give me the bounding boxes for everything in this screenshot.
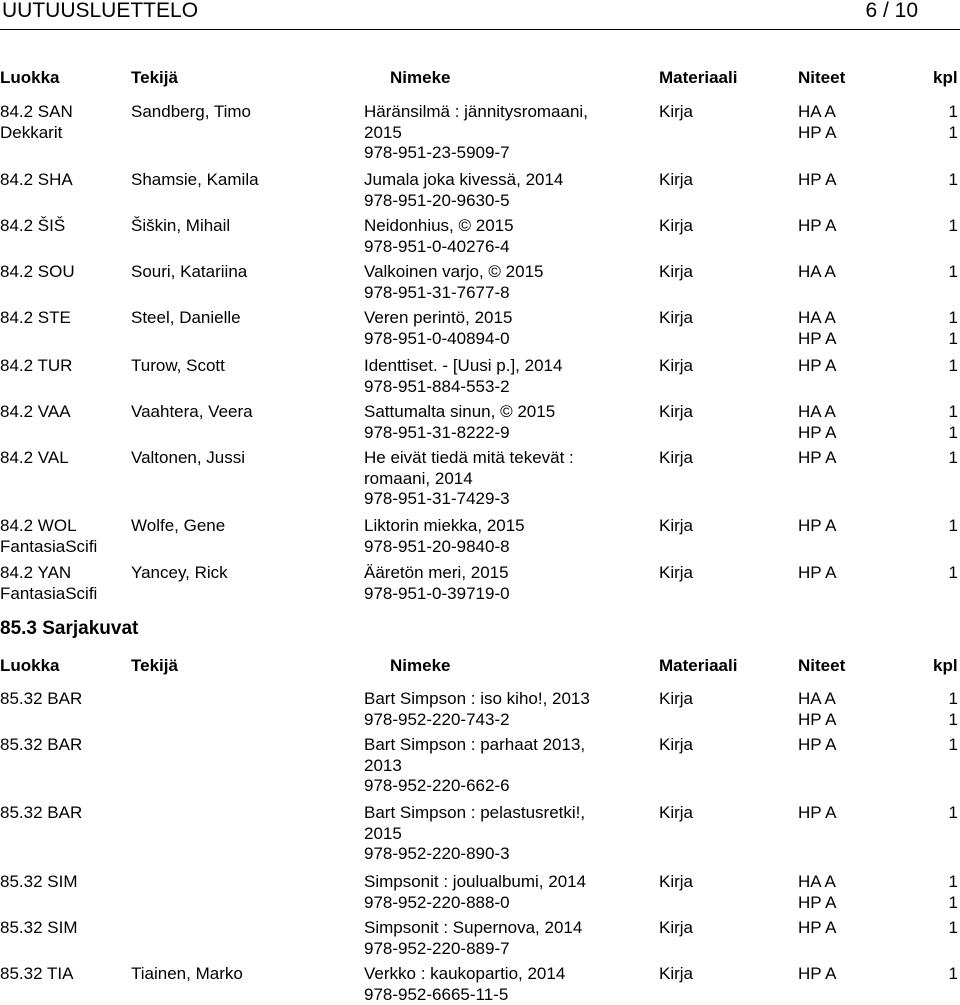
luokka-cell-line: 85.32 BAR <box>0 689 82 710</box>
tekija-cell: Tiainen, Marko <box>131 964 243 984</box>
kpl-cell <box>948 448 958 469</box>
luokka-cell-line: FantasiaScifi <box>0 537 97 558</box>
materiaali-cell: Kirja <box>659 516 693 536</box>
nimeke-cell <box>364 308 512 349</box>
luokka-cell-line: 84.2 ŠIŠ <box>0 216 65 237</box>
nimeke-cell-line: 978-951-0-39719-0 <box>364 584 510 605</box>
tekija-cell: Wolfe, Gene <box>131 516 225 536</box>
luokka-cell <box>0 735 82 756</box>
luokka-cell <box>0 356 72 377</box>
col-kpl: kpl <box>933 656 958 676</box>
col-tekija: Tekijä <box>131 68 178 88</box>
col-luokka: Luokka <box>0 656 60 676</box>
luokka-cell <box>0 448 69 469</box>
col-materiaali: Materiaali <box>659 656 737 676</box>
niteet-cell <box>798 964 836 985</box>
kpl-cell-line: 1 <box>948 308 958 329</box>
nimeke-cell-line: 978-951-20-9630-5 <box>364 191 563 212</box>
nimeke-cell <box>364 402 555 443</box>
materiaali-cell: Kirja <box>659 918 693 938</box>
niteet-cell-line: HP A <box>798 123 836 144</box>
niteet-cell-line: HP A <box>798 423 836 444</box>
nimeke-cell <box>364 356 562 397</box>
col-materiaali: Materiaali <box>659 68 737 88</box>
kpl-cell-line: 1 <box>948 262 958 283</box>
col-kpl: kpl <box>933 68 958 88</box>
col-niteet: Niteet <box>798 656 845 676</box>
nimeke-cell <box>364 964 565 1005</box>
col-tekija: Tekijä <box>131 656 178 676</box>
luokka-cell <box>0 803 82 824</box>
col-niteet: Niteet <box>798 68 845 88</box>
tekija-cell: Turow, Scott <box>131 356 225 376</box>
kpl-cell <box>948 964 958 985</box>
nimeke-cell-line: 978-952-6665-11-5 <box>364 985 565 1005</box>
niteet-cell-line: HA A <box>798 872 836 893</box>
luokka-cell <box>0 689 82 710</box>
nimeke-cell <box>364 216 514 257</box>
kpl-cell <box>948 516 958 537</box>
materiaali-cell: Kirja <box>659 170 693 190</box>
luokka-cell-line: 84.2 WOL <box>0 516 97 537</box>
nimeke-cell-line: Bart Simpson : pelastusretki!, <box>364 803 585 824</box>
luokka-cell-line: 85.32 SIM <box>0 872 78 893</box>
nimeke-cell-line: Sattumalta sinun, © 2015 <box>364 402 555 423</box>
nimeke-cell-line: 978-952-220-889-7 <box>364 939 582 960</box>
niteet-cell-line: HA A <box>798 689 836 710</box>
nimeke-cell-line: 978-951-0-40276-4 <box>364 237 514 258</box>
kpl-cell <box>948 402 958 443</box>
kpl-cell-line: 1 <box>948 689 958 710</box>
luokka-cell <box>0 516 97 557</box>
niteet-cell <box>798 803 836 824</box>
kpl-cell-line: 1 <box>948 329 958 350</box>
niteet-cell-line: HP A <box>798 170 836 191</box>
tekija-cell: Souri, Katariina <box>131 262 247 282</box>
niteet-cell <box>798 918 836 939</box>
niteet-cell-line: HP A <box>798 710 836 731</box>
niteet-cell <box>798 216 836 237</box>
nimeke-cell-line: Veren perintö, 2015 <box>364 308 512 329</box>
kpl-cell <box>948 872 958 913</box>
kpl-cell <box>948 216 958 237</box>
niteet-cell-line: HP A <box>798 448 836 469</box>
nimeke-cell-line: 978-951-0-40894-0 <box>364 329 512 350</box>
nimeke-cell <box>364 803 585 865</box>
col-nimeke: Nimeke <box>390 68 450 88</box>
kpl-cell-line: 1 <box>948 402 958 423</box>
niteet-cell <box>798 516 836 537</box>
nimeke-cell <box>364 735 585 797</box>
page-title: UUTUUSLUETTELO <box>2 0 198 23</box>
luokka-cell <box>0 216 65 237</box>
niteet-cell-line: HP A <box>798 563 836 584</box>
kpl-cell-line: 1 <box>948 216 958 237</box>
luokka-cell-line: 85.32 BAR <box>0 803 82 824</box>
materiaali-cell: Kirja <box>659 216 693 236</box>
kpl-cell-line: 1 <box>948 170 958 191</box>
luokka-cell-line: 84.2 TUR <box>0 356 72 377</box>
kpl-cell-line: 1 <box>948 448 958 469</box>
niteet-cell-line: HA A <box>798 308 836 329</box>
niteet-cell-line: HA A <box>798 262 836 283</box>
nimeke-cell <box>364 102 588 164</box>
page-number: 6 / 10 <box>865 0 918 23</box>
nimeke-cell-line: Bart Simpson : parhaat 2013, <box>364 735 585 756</box>
luokka-cell <box>0 170 73 191</box>
luokka-cell <box>0 308 71 329</box>
luokka-cell-line: 84.2 STE <box>0 308 71 329</box>
nimeke-cell-line: Jumala joka kivessä, 2014 <box>364 170 563 191</box>
tekija-cell: Shamsie, Kamila <box>131 170 259 190</box>
materiaali-cell: Kirja <box>659 872 693 892</box>
kpl-cell <box>948 102 958 143</box>
niteet-cell <box>798 102 836 143</box>
nimeke-cell-line: 978-951-884-553-2 <box>364 377 562 398</box>
nimeke-cell-line: Simpsonit : Supernova, 2014 <box>364 918 582 939</box>
col-luokka: Luokka <box>0 68 60 88</box>
kpl-cell <box>948 308 958 349</box>
kpl-cell <box>948 356 958 377</box>
nimeke-cell <box>364 872 586 913</box>
luokka-cell <box>0 102 73 143</box>
niteet-cell <box>798 872 836 913</box>
nimeke-cell-line: Bart Simpson : iso kiho!, 2013 <box>364 689 590 710</box>
niteet-cell <box>798 308 836 349</box>
nimeke-cell-line: 978-952-220-662-6 <box>364 776 585 797</box>
materiaali-cell: Kirja <box>659 356 693 376</box>
nimeke-cell <box>364 516 525 557</box>
section-heading: 85.3 Sarjakuvat <box>0 617 138 641</box>
luokka-cell-line: 85.32 TIA <box>0 964 73 985</box>
niteet-cell <box>798 689 836 730</box>
nimeke-cell-line: Neidonhius, © 2015 <box>364 216 514 237</box>
nimeke-cell-line: Ääretön meri, 2015 <box>364 563 510 584</box>
niteet-cell-line: HP A <box>798 216 836 237</box>
kpl-cell-line: 1 <box>948 872 958 893</box>
luokka-cell <box>0 402 71 423</box>
tekija-cell: Yancey, Rick <box>131 563 228 583</box>
niteet-cell <box>798 448 836 469</box>
materiaali-cell: Kirja <box>659 803 693 823</box>
luokka-cell-line: Dekkarit <box>0 123 73 144</box>
col-nimeke: Nimeke <box>390 656 450 676</box>
niteet-cell <box>798 356 836 377</box>
nimeke-cell-line: Liktorin miekka, 2015 <box>364 516 525 537</box>
luokka-cell <box>0 262 75 283</box>
kpl-cell <box>948 918 958 939</box>
niteet-cell-line: HP A <box>798 918 836 939</box>
niteet-cell-line: HA A <box>798 102 836 123</box>
kpl-cell-line: 1 <box>948 102 958 123</box>
kpl-cell-line: 1 <box>948 563 958 584</box>
header-divider <box>0 29 960 30</box>
kpl-cell <box>948 689 958 730</box>
materiaali-cell: Kirja <box>659 964 693 984</box>
materiaali-cell: Kirja <box>659 448 693 468</box>
kpl-cell <box>948 735 958 756</box>
nimeke-cell <box>364 918 582 959</box>
luokka-cell-line: 84.2 VAA <box>0 402 71 423</box>
kpl-cell-line: 1 <box>948 356 958 377</box>
tekija-cell: Valtonen, Jussi <box>131 448 245 468</box>
nimeke-cell-line: Häränsilmä : jännitysromaani, <box>364 102 588 123</box>
luokka-cell <box>0 964 73 985</box>
tekija-cell: Vaahtera, Veera <box>131 402 253 422</box>
nimeke-cell-line: 978-951-23-5909-7 <box>364 143 588 164</box>
niteet-cell <box>798 402 836 443</box>
nimeke-cell-line: Verkko : kaukopartio, 2014 <box>364 964 565 985</box>
niteet-cell-line: HP A <box>798 735 836 756</box>
luokka-cell-line: 84.2 SOU <box>0 262 75 283</box>
niteet-cell-line: HP A <box>798 356 836 377</box>
niteet-cell <box>798 563 836 584</box>
nimeke-cell <box>364 448 574 510</box>
materiaali-cell: Kirja <box>659 262 693 282</box>
kpl-cell <box>948 262 958 283</box>
tekija-cell: Šiškin, Mihail <box>131 216 230 236</box>
nimeke-cell-line: 978-951-20-9840-8 <box>364 537 525 558</box>
niteet-cell-line: HA A <box>798 402 836 423</box>
materiaali-cell: Kirja <box>659 402 693 422</box>
nimeke-cell-line: 978-951-31-7677-8 <box>364 283 544 304</box>
niteet-cell-line: HP A <box>798 803 836 824</box>
nimeke-cell-line: He eivät tiedä mitä tekevät : <box>364 448 574 469</box>
nimeke-cell-line: 978-952-220-743-2 <box>364 710 590 731</box>
nimeke-cell-line: romaani, 2014 <box>364 469 574 490</box>
kpl-cell <box>948 563 958 584</box>
nimeke-cell-line: 978-951-31-7429-3 <box>364 489 574 510</box>
luokka-cell-line: 84.2 VAL <box>0 448 69 469</box>
materiaali-cell: Kirja <box>659 563 693 583</box>
niteet-cell <box>798 170 836 191</box>
niteet-cell-line: HP A <box>798 516 836 537</box>
nimeke-cell <box>364 689 590 730</box>
luokka-cell-line: 84.2 YAN <box>0 563 97 584</box>
kpl-cell-line: 1 <box>948 123 958 144</box>
nimeke-cell-line: 2013 <box>364 756 585 777</box>
luokka-cell-line: FantasiaScifi <box>0 584 97 605</box>
nimeke-cell-line: Valkoinen varjo, © 2015 <box>364 262 544 283</box>
nimeke-cell-line: Simpsonit : joulualbumi, 2014 <box>364 872 586 893</box>
nimeke-cell-line: 978-952-220-890-3 <box>364 844 585 865</box>
kpl-cell-line: 1 <box>948 710 958 731</box>
luokka-cell-line: 84.2 SAN <box>0 102 73 123</box>
luokka-cell-line: 85.32 SIM <box>0 918 78 939</box>
niteet-cell-line: HP A <box>798 964 836 985</box>
kpl-cell <box>948 803 958 824</box>
kpl-cell-line: 1 <box>948 803 958 824</box>
kpl-cell-line: 1 <box>948 918 958 939</box>
nimeke-cell-line: 978-952-220-888-0 <box>364 893 586 914</box>
kpl-cell-line: 1 <box>948 893 958 914</box>
nimeke-cell-line: 2015 <box>364 123 588 144</box>
nimeke-cell <box>364 170 563 211</box>
nimeke-cell-line: 978-951-31-8222-9 <box>364 423 555 444</box>
kpl-cell-line: 1 <box>948 964 958 985</box>
niteet-cell-line: HP A <box>798 329 836 350</box>
nimeke-cell <box>364 563 510 604</box>
materiaali-cell: Kirja <box>659 308 693 328</box>
materiaali-cell: Kirja <box>659 689 693 709</box>
kpl-cell-line: 1 <box>948 423 958 444</box>
nimeke-cell <box>364 262 544 303</box>
luokka-cell <box>0 872 78 893</box>
tekija-cell: Sandberg, Timo <box>131 102 251 122</box>
kpl-cell-line: 1 <box>948 735 958 756</box>
tekija-cell: Steel, Danielle <box>131 308 241 328</box>
materiaali-cell: Kirja <box>659 102 693 122</box>
niteet-cell <box>798 735 836 756</box>
niteet-cell-line: HP A <box>798 893 836 914</box>
luokka-cell <box>0 918 78 939</box>
nimeke-cell-line: Identtiset. - [Uusi p.], 2014 <box>364 356 562 377</box>
niteet-cell <box>798 262 836 283</box>
kpl-cell <box>948 170 958 191</box>
kpl-cell-line: 1 <box>948 516 958 537</box>
luokka-cell-line: 85.32 BAR <box>0 735 82 756</box>
materiaali-cell: Kirja <box>659 735 693 755</box>
luokka-cell-line: 84.2 SHA <box>0 170 73 191</box>
luokka-cell <box>0 563 97 604</box>
nimeke-cell-line: 2015 <box>364 824 585 845</box>
